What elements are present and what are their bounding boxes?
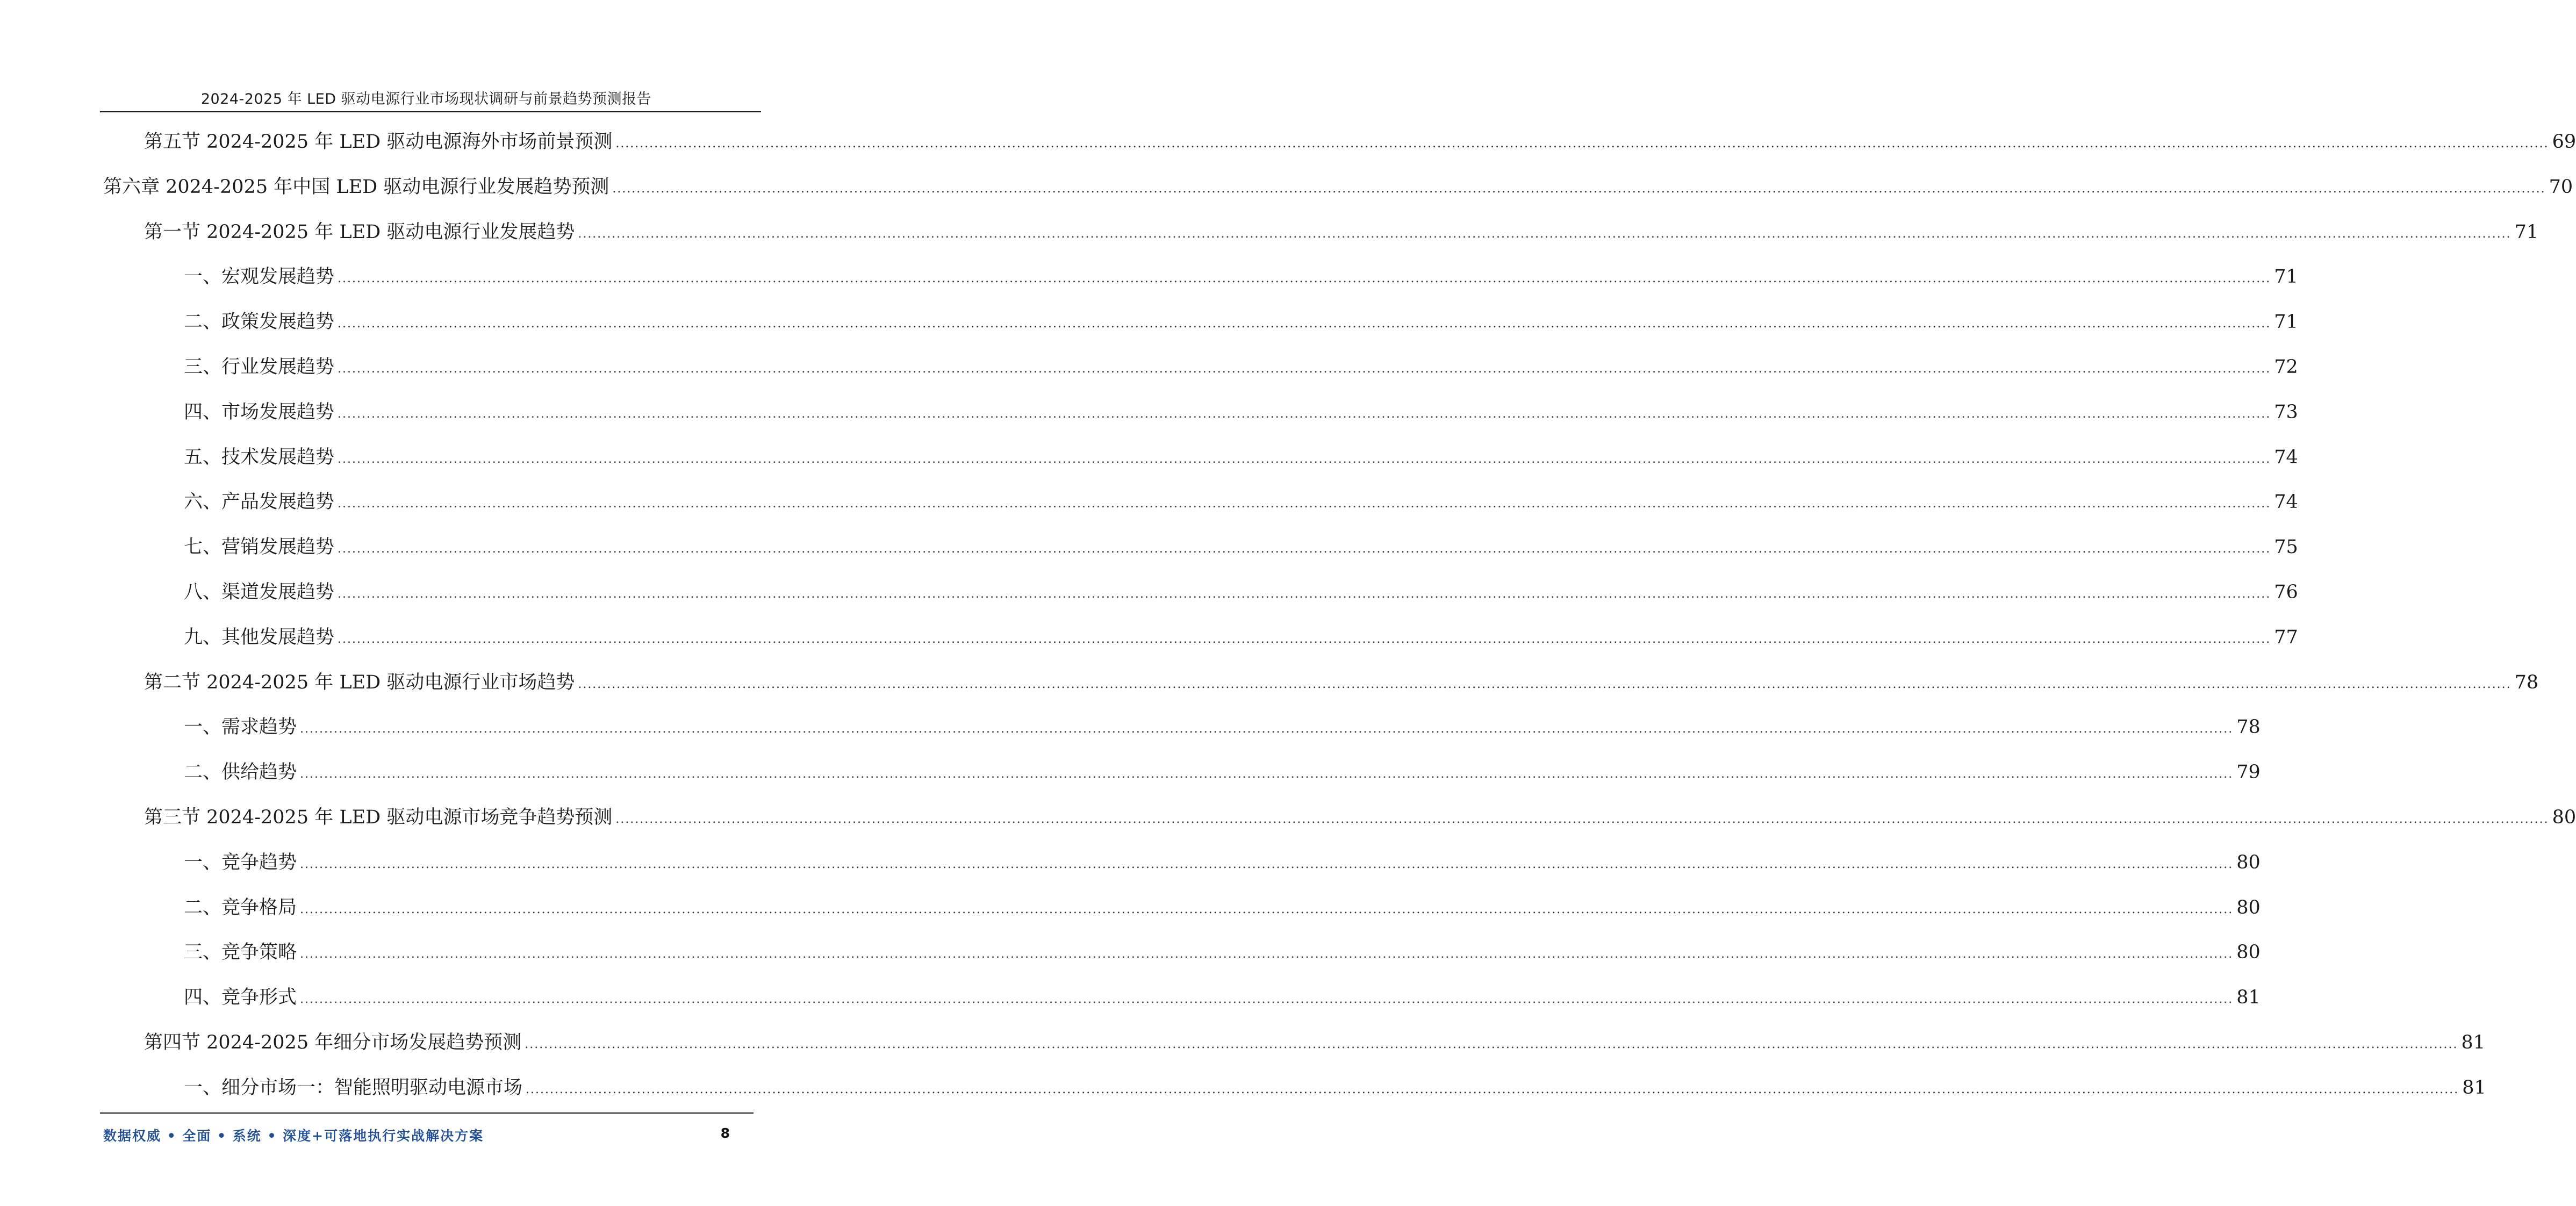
toc-entry-label: 一、需求趋势 bbox=[184, 716, 297, 738]
toc-entry[interactable] bbox=[144, 1020, 2486, 1053]
toc-entry-label: 第五节 2024-2025 年 LED 驱动电源海外市场前景预测 bbox=[144, 131, 613, 153]
toc-entry[interactable] bbox=[144, 119, 2576, 153]
toc-entry-page-number: 80 bbox=[2236, 896, 2261, 918]
toc-entry-page-number: 73 bbox=[2274, 401, 2298, 423]
toc-entry-label: 七、营销发展趋势 bbox=[184, 536, 335, 558]
toc-entry-label: 二、竞争格局 bbox=[184, 896, 297, 918]
toc-entry-page-number: 71 bbox=[2514, 221, 2539, 243]
toc-entry[interactable] bbox=[103, 164, 2573, 198]
toc-entry[interactable] bbox=[184, 930, 2261, 964]
toc-entry-label: 一、细分市场一：智能照明驱动电源市场 bbox=[184, 1076, 523, 1099]
toc-entry[interactable] bbox=[184, 885, 2261, 918]
toc-entry-label: 第二节 2024-2025 年 LED 驱动电源行业市场趋势 bbox=[144, 671, 575, 693]
toc-entry-page-number: 81 bbox=[2461, 1032, 2486, 1053]
toc-entry-label: 六、产品发展趋势 bbox=[184, 491, 335, 513]
toc-entry[interactable] bbox=[184, 615, 2298, 648]
toc-entry-label: 第三节 2024-2025 年 LED 驱动电源市场竞争趋势预测 bbox=[144, 807, 613, 828]
toc-entry-page-number: 79 bbox=[2236, 762, 2261, 784]
toc-entry[interactable] bbox=[184, 479, 2298, 513]
toc-dot-leader: ................................................................................................................................................................................................................................................................................................................................................................................................................ bbox=[338, 542, 2271, 556]
toc-entry[interactable] bbox=[184, 975, 2261, 1009]
toc-dot-leader: ................................................................................................................................................................................................................................................................................................................................................................................................................ bbox=[300, 993, 2234, 1007]
toc-entry[interactable] bbox=[184, 254, 2298, 288]
toc-entry-label: 九、其他发展趋势 bbox=[184, 626, 335, 648]
toc-dot-leader: ................................................................................................................................................................................................................................................................................................................................................................................................................ bbox=[300, 857, 2234, 871]
footer-slogan: 数据权威 • 全面 • 系统 • 深度+可落地执行实战解决方案 bbox=[103, 1128, 484, 1144]
toc-entry-label: 二、供给趋势 bbox=[184, 762, 297, 784]
toc-entry-page-number: 69 bbox=[2552, 131, 2576, 153]
toc-entry[interactable] bbox=[184, 750, 2261, 784]
toc-entry-label: 四、市场发展趋势 bbox=[184, 401, 335, 423]
toc-dot-leader: ................................................................................................................................................................................................................................................................................................................................................................................................................ bbox=[300, 902, 2234, 916]
toc-dot-leader: ................................................................................................................................................................................................................................................................................................................................................................................................................ bbox=[578, 677, 2512, 691]
toc-entry[interactable] bbox=[184, 1065, 2486, 1099]
toc-entry-page-number: 72 bbox=[2274, 356, 2298, 378]
toc-entry-page-number: 80 bbox=[2236, 851, 2261, 873]
toc-entry-page-number: 75 bbox=[2274, 536, 2298, 558]
toc-dot-leader: ................................................................................................................................................................................................................................................................................................................................................................................................................ bbox=[578, 227, 2512, 241]
toc-dot-leader: ................................................................................................................................................................................................................................................................................................................................................................................................................ bbox=[338, 587, 2271, 601]
toc-dot-leader: ................................................................................................................................................................................................................................................................................................................................................................................................................ bbox=[526, 1082, 2459, 1096]
toc-entry-label: 三、竞争策略 bbox=[184, 942, 297, 964]
toc-dot-leader: ................................................................................................................................................................................................................................................................................................................................................................................................................ bbox=[338, 497, 2271, 511]
toc-entry[interactable] bbox=[184, 525, 2298, 558]
toc-entry-label: 二、政策发展趋势 bbox=[184, 311, 335, 333]
toc-entry-page-number: 80 bbox=[2552, 807, 2576, 828]
toc-dot-leader: ................................................................................................................................................................................................................................................................................................................................................................................................................ bbox=[300, 767, 2234, 781]
toc-dot-leader: ................................................................................................................................................................................................................................................................................................................................................................................................................ bbox=[615, 813, 2549, 826]
toc-dot-leader: ................................................................................................................................................................................................................................................................................................................................................................................................................ bbox=[338, 407, 2271, 421]
toc-entry[interactable] bbox=[184, 570, 2298, 603]
toc-dot-leader: ................................................................................................................................................................................................................................................................................................................................................................................................................ bbox=[525, 1038, 2458, 1051]
toc-entry-page-number: 78 bbox=[2514, 671, 2539, 693]
toc-entry-page-number: 81 bbox=[2462, 1076, 2486, 1099]
toc-dot-leader: ................................................................................................................................................................................................................................................................................................................................................................................................................ bbox=[300, 947, 2234, 961]
toc-entry[interactable] bbox=[144, 660, 2539, 693]
toc-entry-page-number: 80 bbox=[2236, 942, 2261, 964]
toc-dot-leader: ................................................................................................................................................................................................................................................................................................................................................................................................................ bbox=[615, 137, 2549, 150]
toc-entry-page-number: 76 bbox=[2274, 582, 2298, 603]
report-header-title: 2024-2025 年 LED 驱动电源行业市场现状调研与前景趋势预测报告 bbox=[200, 91, 652, 107]
toc-entry-page-number: 71 bbox=[2274, 311, 2298, 333]
toc-dot-leader: ................................................................................................................................................................................................................................................................................................................................................................................................................ bbox=[338, 452, 2271, 466]
toc-entry-label: 四、竞争形式 bbox=[184, 987, 297, 1009]
toc-entry[interactable] bbox=[184, 705, 2261, 738]
toc-entry[interactable] bbox=[184, 435, 2298, 468]
toc-entry[interactable] bbox=[184, 840, 2261, 873]
toc-dot-leader: ................................................................................................................................................................................................................................................................................................................................................................................................................ bbox=[612, 182, 2546, 196]
toc-dot-leader: ................................................................................................................................................................................................................................................................................................................................................................................................................ bbox=[338, 272, 2271, 286]
toc-entry[interactable] bbox=[144, 795, 2576, 828]
toc-entry-page-number: 70 bbox=[2549, 176, 2573, 198]
footer-page-number: 8 bbox=[720, 1125, 730, 1141]
toc-entry-page-number: 78 bbox=[2236, 716, 2261, 738]
toc-entry-page-number: 71 bbox=[2274, 266, 2298, 288]
footer-divider bbox=[100, 1112, 754, 1114]
toc-entry[interactable] bbox=[144, 210, 2539, 243]
toc-dot-leader: ................................................................................................................................................................................................................................................................................................................................................................................................................ bbox=[338, 317, 2271, 331]
toc-entry-label: 三、行业发展趋势 bbox=[184, 356, 335, 378]
toc-entry-page-number: 74 bbox=[2274, 446, 2298, 468]
toc-entry-label: 第四节 2024-2025 年细分市场发展趋势预测 bbox=[144, 1032, 522, 1053]
toc-entry[interactable] bbox=[184, 299, 2298, 333]
header-divider bbox=[100, 111, 761, 112]
toc-entry-label: 第一节 2024-2025 年 LED 驱动电源行业发展趋势 bbox=[144, 221, 575, 243]
toc-entry[interactable] bbox=[184, 390, 2298, 423]
toc-entry-label: 第六章 2024-2025 年中国 LED 驱动电源行业发展趋势预测 bbox=[103, 176, 609, 198]
toc-entry-label: 一、宏观发展趋势 bbox=[184, 266, 335, 288]
toc-dot-leader: ................................................................................................................................................................................................................................................................................................................................................................................................................ bbox=[338, 362, 2271, 376]
toc-dot-leader: ................................................................................................................................................................................................................................................................................................................................................................................................................ bbox=[300, 722, 2234, 736]
toc-entry-page-number: 81 bbox=[2236, 987, 2261, 1009]
toc-dot-leader: ................................................................................................................................................................................................................................................................................................................................................................................................................ bbox=[338, 632, 2271, 646]
toc-entry-label: 一、竞争趋势 bbox=[184, 851, 297, 873]
toc-entry-page-number: 77 bbox=[2274, 626, 2298, 648]
toc-entry-label: 八、渠道发展趋势 bbox=[184, 582, 335, 603]
toc-entry-page-number: 74 bbox=[2274, 491, 2298, 513]
toc-entry[interactable] bbox=[184, 344, 2298, 378]
toc-entry-label: 五、技术发展趋势 bbox=[184, 446, 335, 468]
